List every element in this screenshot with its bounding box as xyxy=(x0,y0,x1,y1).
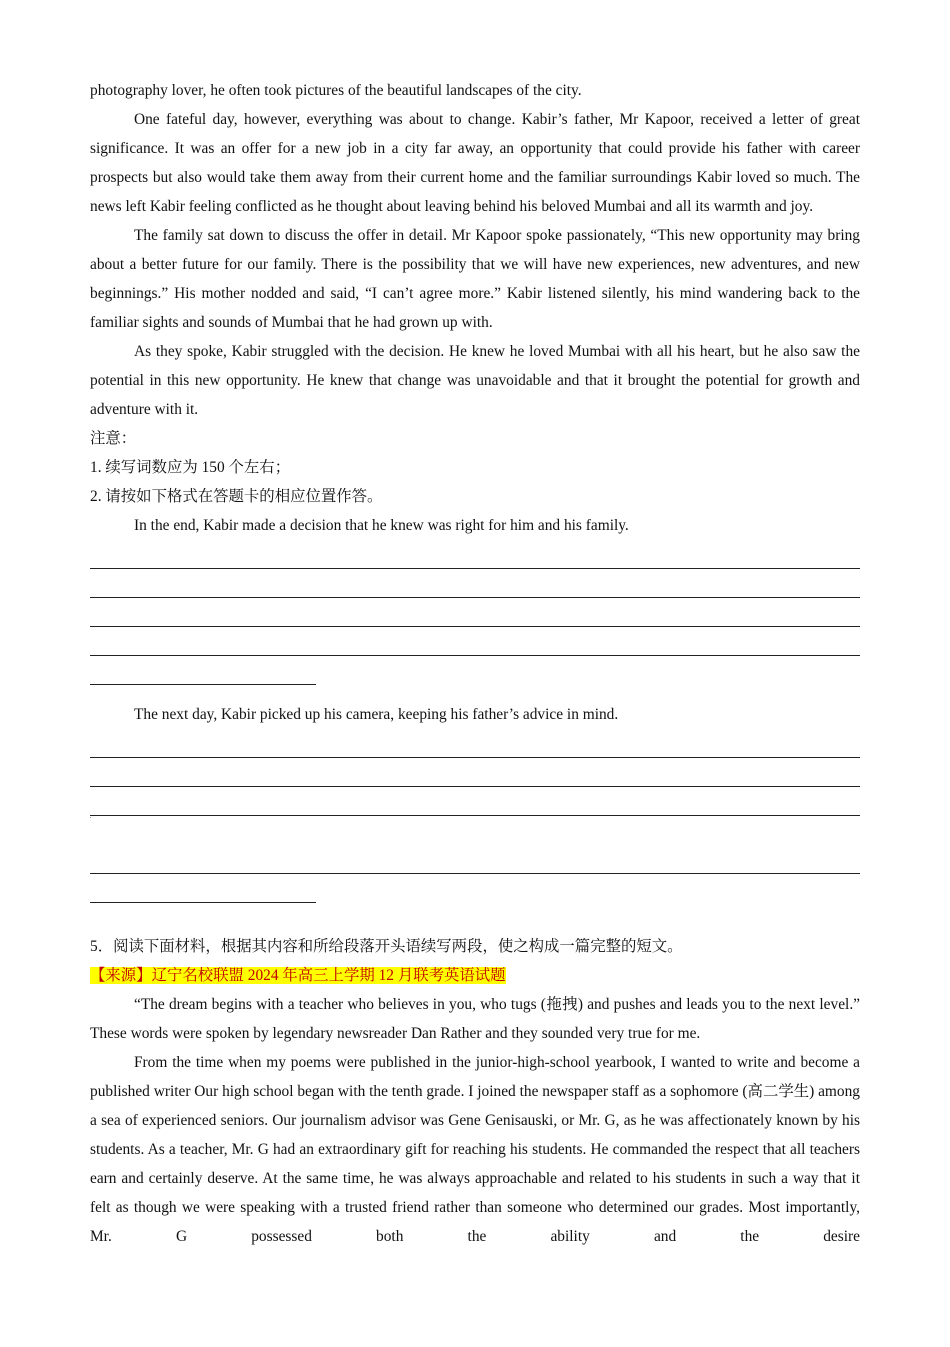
answer-line xyxy=(90,598,860,627)
answer-line xyxy=(90,787,860,816)
source-highlight: 【来源】辽宁名校联盟 2024 年高三上学期 12 月联考英语试题 xyxy=(90,967,506,984)
notes-item-1: 1. 续写词数应为 150 个左右； xyxy=(90,459,291,476)
answer-line xyxy=(90,540,860,569)
answer-line xyxy=(90,627,860,656)
answer-line xyxy=(90,729,860,758)
answer-line xyxy=(90,569,860,598)
story-paragraph-3: As they spoke, Kabir struggled with the decision. He knew he loved Mumbai with all his heart, but he also saw the potential in this new opportunity. He knew that change was unavoidable and that it brought the potential for growth and adventure with it. xyxy=(90,343,860,418)
continuation-prompt-2: The next day, Kabir picked up his camera, keeping his father’s advice in mind. xyxy=(134,706,619,723)
answer-line xyxy=(90,845,860,874)
question-5-source xyxy=(90,961,860,990)
story-paragraph-1: One fateful day, however, everything was about to change. Kabir’s father, Mr Kapoor, received a letter of great significance. It was an offer for a new job in a city far away, an opportunity that could provide his father with career prospects but also would take them away from their current home and the familiar surroundings Kabir loved so much. The news left Kabir feeling conflicted as he thought about leaving behind his beloved Mumbai and all its warmth and joy. xyxy=(90,111,860,215)
question-5-paragraph-1: “The dream begins with a teacher who believes in you, who tugs (拖拽) and pushes and leads you to the next level.” These words were spoken by legendary newsreader Dan Rather and they sounded very true for me. xyxy=(90,996,860,1042)
notes-heading: 注意： xyxy=(90,430,137,447)
question-5-paragraph-2: From the time when my poems were published in the junior-high-school yearbook, I wanted to write and become a published writer Our high school began with the tenth grade. I joined the newspaper staff as a sophomore (高二学生) among a sea of experienced seniors. Our journalism advisor was Gene Genisauski, or Mr. G, as he was affectionately known by his students. As a teacher, Mr. G had an extraordinary gift for reaching his students. He commanded the respect that all teachers earn and certainly deserve. At the same time, he was always approachable and related to his students in such a way that it felt as though we were speaking with a trusted friend rather than someone who determined our grades. Most importantly, Mr. G possessed both the ability and the desire xyxy=(90,1054,860,1245)
document-page xyxy=(90,76,860,1251)
answer-line-short xyxy=(90,874,316,903)
answer-lines-1 xyxy=(90,540,860,685)
notes-item-2: 2. 请按如下格式在答题卡的相应位置作答。 xyxy=(90,488,383,505)
story-paragraph-tail: photography lover, he often took pictures of the beautiful landscapes of the city. xyxy=(90,82,582,99)
answer-lines-2 xyxy=(90,729,860,903)
answer-line-short xyxy=(90,656,316,685)
continuation-prompt-1: In the end, Kabir made a decision that he knew was right for him and his family. xyxy=(134,517,629,534)
answer-line xyxy=(90,758,860,787)
question-5-instruction: 5．阅读下面材料，根据其内容和所给段落开头语续写两段，使之构成一篇完整的短文。 xyxy=(90,938,683,955)
story-paragraph-2: The family sat down to discuss the offer in detail. Mr Kapoor spoke passionately, “This new opportunity may bring about a better future for our family. There is the possibility that we will have new experiences, new adventures, and new beginnings.” His mother nodded and said, “I can’t agree more.” Kabir listened silently, his mind wandering back to the familiar sights and sounds of Mumbai that he had grown up with. xyxy=(90,227,860,331)
